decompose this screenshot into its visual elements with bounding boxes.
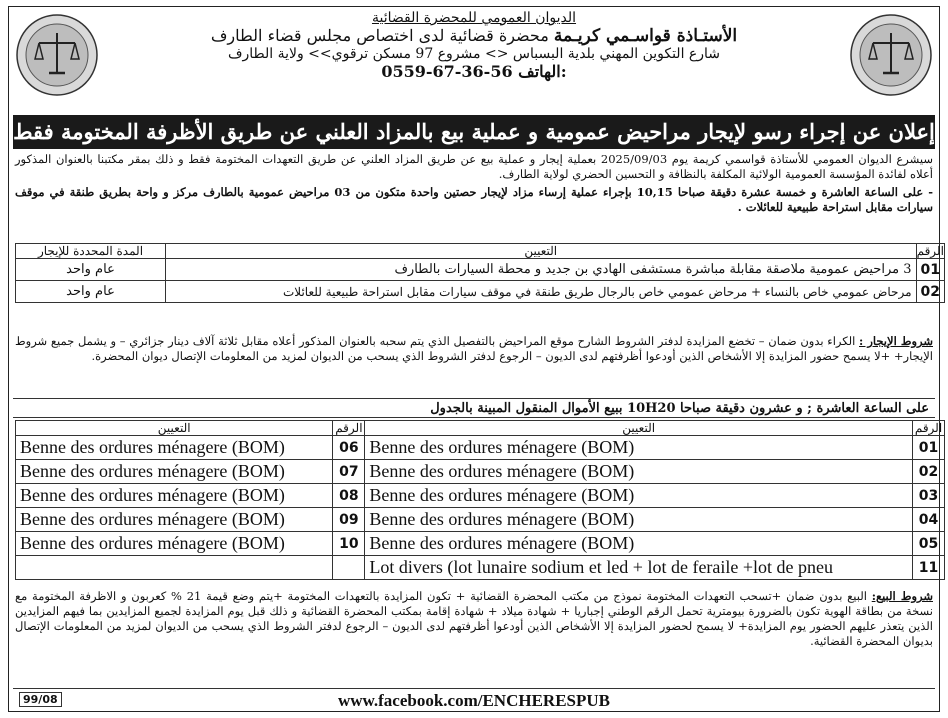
lot-designation: Benne des ordures ménagere (BOM) bbox=[365, 508, 913, 532]
table-row bbox=[16, 436, 945, 460]
lot-designation: Benne des ordures ménagere (BOM) bbox=[16, 532, 333, 556]
announcement-banner: إعلان عن إجراء رسو لإيجار مراحيض عمومية و عملية بيع بالمزاد العلني عن طريق الأظرفة المختومة فقط bbox=[13, 115, 935, 149]
row-designation: 3 مراحيض عمومية ملاصقة مقابلة مباشرة مستشفى الهادي بن جديد و محطة السيارات بالطارف bbox=[166, 259, 917, 281]
table-row bbox=[16, 259, 945, 281]
bailiff-jurisdiction: محضرة قضائية لدى اختصاص مجلس قضاء الطارف bbox=[210, 26, 549, 45]
rental-table bbox=[15, 243, 945, 303]
table-row bbox=[16, 556, 945, 580]
phone-number: 0559-67-36-56 bbox=[381, 62, 513, 81]
phone-label: الهاتف: bbox=[518, 62, 567, 81]
justice-scale-seal-icon bbox=[15, 13, 99, 97]
header-designation: التعيين bbox=[365, 421, 913, 436]
rental-conditions-text: الكراء بدون ضمان – تخضع المزايدة لدفتر الشروط الشارح موقع المراحيض بالتفصيل الذي يتم سحبه بالعنوان المذكور أعلاه مقابل ثلاثة آلاف دينار جزائري – و يشمل جميع شروط الإيجار+ +لا يسمح حضور المزايدة إلا الأشخاص الذين أودعوا أظرفتهم لدى الديون – الرجوع لدفتر الشروط الذي يسحب من الديوان لمزيد من المعلومات الإتصال ديوان المحضرة. bbox=[15, 334, 933, 363]
lot-designation: Benne des ordures ménagere (BOM) bbox=[16, 484, 333, 508]
justice-scale-seal-icon bbox=[849, 13, 933, 97]
announcement-page bbox=[8, 6, 944, 712]
lot-designation: Benne des ordures ménagere (BOM) bbox=[365, 484, 913, 508]
lot-designation: Benne des ordures ménagere (BOM) bbox=[16, 460, 333, 484]
lot-num: 11 bbox=[913, 556, 945, 580]
letterhead bbox=[109, 9, 839, 81]
footer-divider bbox=[13, 688, 935, 689]
lot-designation: Benne des ordures ménagere (BOM) bbox=[365, 436, 913, 460]
row-designation: مرحاض عمومي خاص بالنساء + مرحاض عمومي خاص بالرجال طريق طنقة في موقف سيارات مقابل استراحة طبيعية للعائلات bbox=[166, 281, 917, 303]
header-num: الرقم bbox=[913, 421, 945, 436]
rental-conditions-title: شروط الإيجار : bbox=[859, 334, 933, 348]
bailiff-name bbox=[109, 27, 839, 45]
lot-num: 04 bbox=[913, 508, 945, 532]
office-title: الديوان العمومي للمحضرة القضائية bbox=[371, 10, 577, 26]
table-row bbox=[16, 484, 945, 508]
lot-designation: Benne des ordures ménagere (BOM) bbox=[16, 508, 333, 532]
rental-conditions bbox=[15, 334, 933, 364]
lot-num: 06 bbox=[333, 436, 365, 460]
lot-designation: Benne des ordures ménagere (BOM) bbox=[16, 436, 333, 460]
lot-num: 09 bbox=[333, 508, 365, 532]
sale-conditions bbox=[15, 589, 933, 649]
lot-num: 10 bbox=[333, 532, 365, 556]
table-row bbox=[16, 281, 945, 303]
sale-table-header bbox=[16, 421, 945, 436]
table-row bbox=[16, 508, 945, 532]
sale-conditions-title: شروط البيع: bbox=[871, 589, 933, 603]
intro-paragraph: سيشرع الديوان العمومي للأستاذة قواسمي كريمة يوم 2025/09/03 بعملية إيجار و عملية بيع عن طريق المزاد العلني عن طريق التعهدات المختومة فقط و ذلك بمقر مكتبنا بالعنوان المذكور أعلاه لفائدة المؤسسة العمومية الولائية المكلفة بالنظافة و التحسين الحضري لولاية الطارف. bbox=[15, 152, 933, 181]
sale-time-band: على الساعة العاشرة ; و عشرون دقيقة صباحا 10H20 ببيع الأموال المنقول المبينة بالجدول bbox=[13, 398, 935, 418]
empty-cell bbox=[16, 556, 333, 580]
rental-table-header bbox=[16, 244, 945, 259]
issue-number: 99/08 bbox=[19, 692, 62, 707]
lot-num: 02 bbox=[913, 460, 945, 484]
header-num: الرقم bbox=[916, 244, 944, 258]
row-num: 01 bbox=[916, 259, 944, 281]
empty-cell bbox=[333, 556, 365, 580]
row-num: 02 bbox=[916, 281, 944, 303]
office-address: شارع التكوين المهني بلدية البسباس <> مشروع 97 مسكن ترقوي>> ولاية الطارف bbox=[227, 46, 721, 62]
header-designation: التعيين bbox=[166, 244, 917, 259]
lot-num: 07 bbox=[333, 460, 365, 484]
header-designation: التعيين bbox=[16, 421, 333, 436]
table-row bbox=[16, 532, 945, 556]
lot-designation: Lot divers (lot lunaire sodium et led + lot de feraile +lot de pneu bbox=[365, 556, 913, 580]
header-duration: المدة المحددة للإيجار bbox=[16, 244, 166, 259]
row-duration: عام واحد bbox=[16, 259, 166, 281]
lot-num: 08 bbox=[333, 484, 365, 508]
table-row bbox=[16, 460, 945, 484]
lot-designation: Benne des ordures ménagere (BOM) bbox=[365, 460, 913, 484]
office-phone bbox=[109, 63, 839, 81]
lot-num: 01 bbox=[913, 436, 945, 460]
header-num: الرقم bbox=[333, 421, 365, 436]
rental-time-paragraph: - على الساعة العاشرة و خمسة عشرة دقيقة صباحا 10,15 بإجراء عملية إرساء مزاد لإيجار حصتين واحدة متكون من 03 مراحيض عمومية بالطارف مركز و واحة بطريق طنقة في موقف سيارات مقابل استراحة طبيعية للعائلات . bbox=[15, 185, 933, 214]
row-duration: عام واحد bbox=[16, 281, 166, 303]
lot-designation: Benne des ordures ménagere (BOM) bbox=[365, 532, 913, 556]
sale-conditions-text: البيع بدون ضمان +تسحب التعهدات المختومة نموذج من مكتب المحضرة القضائية + تكون المزايدة بالتعهدات المختومة +يتم وضع قيمة 21 % كعربون و الاظرفة المختومة مع نسخة من بطاقة الهوية تكون بالضرورة بيومترية تحمل الرقم الوطني إجباريا + شهادة ميلاد + شهادة إقامة بمكتب المحضرة القضائية و ذلك قبل يوم المزايدة لجميع المزايدين بما فيهم المزايدين الذين يتعذر عليهم الحضور يوم المزايدة+ لا يسمح لحضور المزايدة إلا الأشخاص الذين أودعوا أظرفتهم لدى الديون – الرجوع لدفتر الشروط الذي يسحب من الديوان لمزيد من المعلومات الإتصال بديوان المحضرة القضائية. bbox=[15, 589, 933, 648]
footer-url[interactable]: www.facebook.com/ENCHERESPUB bbox=[337, 691, 610, 710]
sale-table bbox=[15, 420, 945, 580]
bailiff-name-bold: الأستـاذة قواسـمي كريـمة bbox=[553, 26, 738, 46]
lot-num: 05 bbox=[913, 532, 945, 556]
lot-num: 03 bbox=[913, 484, 945, 508]
